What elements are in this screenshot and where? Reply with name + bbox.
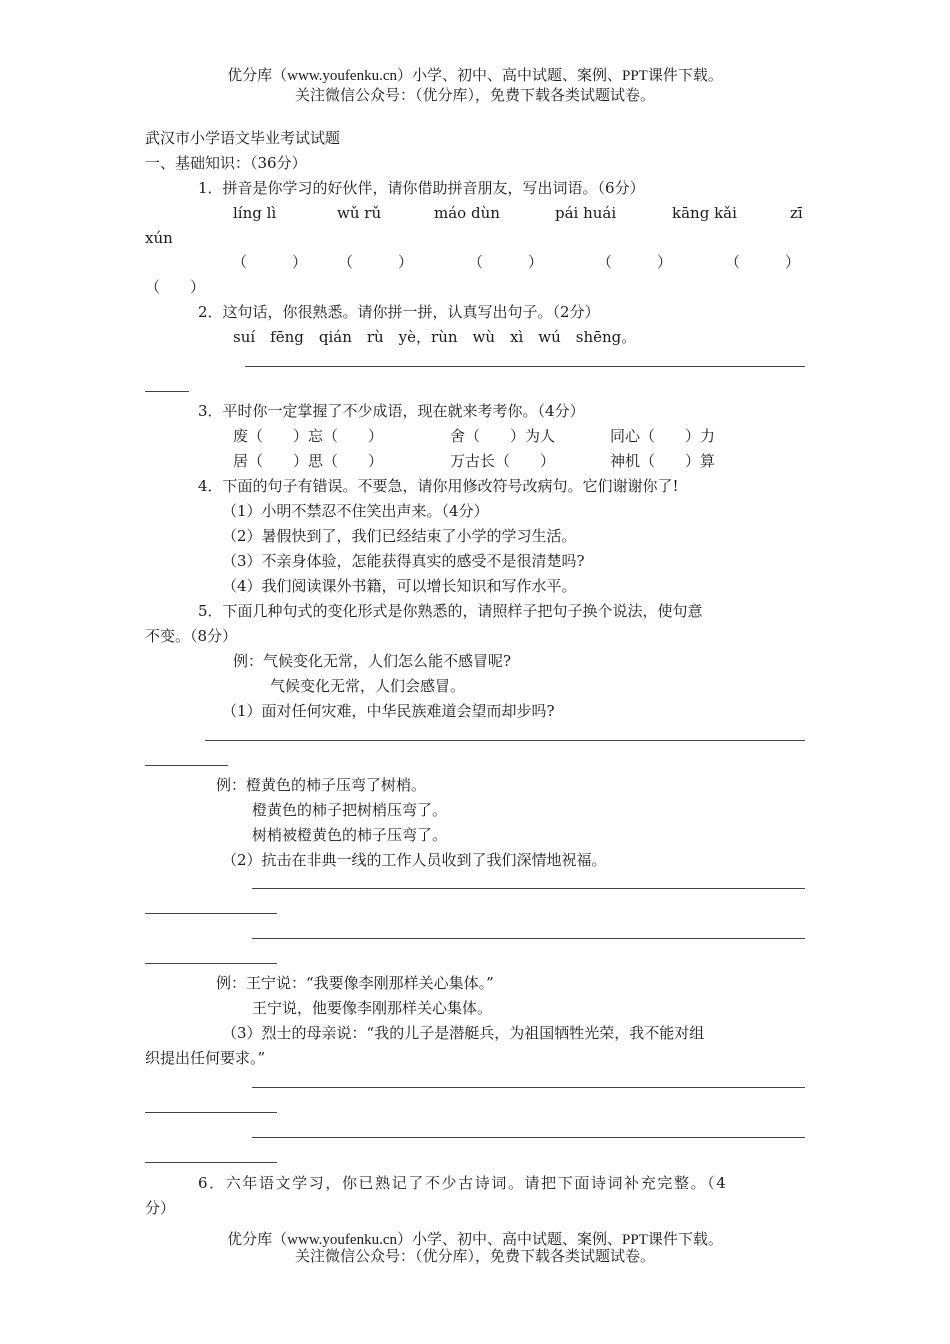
question-6-prompt: 6．六年语文学习，你已熟记了不少古诗词。请把下面诗词补充完整。（4 (198, 1174, 728, 1192)
example-sentence: 树梢被橙黄色的柿子压弯了。 (252, 826, 448, 844)
pinyin-item-wrapped: xún (145, 229, 173, 247)
page-header-line-1: 优分库（www.youfenku.cn）小学、初中、高中试题、案例、PPT课件下载。 (227, 68, 723, 84)
answer-blank[interactable]: （ ） (725, 253, 801, 271)
answer-line-continued[interactable] (145, 1162, 277, 1163)
idiom-item: 废（ ）忘（ ） (233, 427, 384, 445)
pinyin-item: máo dùn (434, 204, 500, 222)
sentence-item: （2）暑假快到了，我们已经结束了小学的学习生活。 (222, 527, 577, 545)
answer-line[interactable] (252, 1137, 805, 1138)
question-3-prompt: 3．平时你一定掌握了不少成语，现在就来考考你。（4分） (198, 402, 585, 420)
section-heading: 一、基础知识：（36分） (145, 154, 307, 172)
question-1-answer-row (0, 252, 950, 272)
page-footer-line-2: 关注微信公众号：（优分库），免费下载各类试题试卷。 (294, 1249, 655, 1265)
pinyin-item: kāng kǎi (672, 204, 737, 222)
pinyin-item: líng lì (233, 204, 277, 222)
answer-line-continued[interactable] (145, 1112, 277, 1113)
answer-blank[interactable]: （ ） (597, 253, 673, 271)
idiom-item: 舍（ ）为人 (450, 427, 556, 445)
pinyin-item: pái huái (555, 204, 617, 222)
answer-blank[interactable]: （ ） (145, 278, 206, 296)
idiom-item: 居（ ）思（ ） (233, 452, 384, 470)
question-2-pinyin: suí fēng qián rù yè，rùn wù xì wú shēng。 (233, 328, 637, 346)
pinyin-item: zī (790, 204, 803, 222)
exercise-item: （2）抗击在非典一线的工作人员收到了我们深情地祝福。 (222, 851, 607, 869)
page-footer-line-1: 优分库（www.youfenku.cn）小学、初中、高中试题、案例、PPT课件下载。 (227, 1232, 723, 1248)
exercise-item: （3）烈士的母亲说：“我的儿子是潜艇兵，为祖国牺牲光荣，我不能对组 (222, 1024, 705, 1042)
exam-title: 武汉市小学语文毕业考试试题 (145, 129, 341, 147)
exercise-item-cont: 织提出任何要求。” (145, 1049, 266, 1067)
answer-blank[interactable]: （ ） (468, 253, 544, 271)
question-6-prompt-cont: 分） (145, 1199, 176, 1217)
answer-line-continued[interactable] (145, 765, 228, 766)
example-sentence: 例：王宁说：“我要像李刚那样关心集体。” (216, 974, 494, 992)
answer-line-continued[interactable] (145, 913, 277, 914)
example-sentence: 例：气候变化无常，人们怎么能不感冒呢? (233, 652, 512, 670)
question-5-prompt: 5．下面几种句式的变化形式是你熟悉的，请照样子把句子换个说法，使句意 (198, 602, 703, 620)
page-header-line-2: 关注微信公众号：（优分库），免费下载各类试题试卷。 (294, 88, 655, 104)
answer-line[interactable] (252, 938, 805, 939)
idiom-item: 神机（ ）算 (610, 452, 716, 470)
sentence-item: （3）不亲身体验，怎能获得真实的感受不是很清楚吗? (222, 552, 585, 570)
example-sentence: 橙黄色的柿子把树梢压弯了。 (252, 801, 448, 819)
example-sentence: 气候变化无常，人们会感冒。 (270, 677, 466, 695)
answer-line-continued[interactable] (145, 391, 189, 392)
answer-blank[interactable]: （ ） (338, 253, 414, 271)
answer-line[interactable] (252, 888, 805, 889)
question-5-prompt-cont: 不变。（8分） (145, 627, 238, 645)
answer-blank[interactable]: （ ） (232, 253, 308, 271)
question-4-prompt: 4．下面的句子有错误。不要急，请你用修改符号改病句。它们谢谢你了! (198, 477, 679, 495)
sentence-item: （4）我们阅读课外书籍，可以增长知识和写作水平。 (222, 577, 577, 595)
example-sentence: 王宁说，他要像李刚那样关心集体。 (252, 999, 493, 1017)
example-sentence: 例：橙黄色的柿子压弯了树梢。 (216, 776, 427, 794)
answer-line-continued[interactable] (145, 963, 277, 964)
answer-line[interactable] (252, 1087, 805, 1088)
sentence-item: （1）小明不禁忍不住笑出声来。（4分） (222, 502, 489, 520)
answer-line[interactable] (245, 366, 805, 367)
idiom-item: 万古长（ ） (450, 452, 556, 470)
question-1-prompt: 1．拼音是你学习的好伙伴，请你借助拼音朋友，写出词语。（6分） (198, 179, 645, 197)
exercise-item: （1）面对任何灾难，中华民族难道会望而却步吗? (222, 702, 555, 720)
idiom-item: 同心（ ）力 (610, 427, 716, 445)
pinyin-item: wǔ rǔ (337, 204, 382, 222)
question-2-prompt: 2．这句话，你很熟悉。请你拼一拼，认真写出句子。（2分） (198, 303, 600, 321)
answer-line[interactable] (205, 740, 805, 741)
